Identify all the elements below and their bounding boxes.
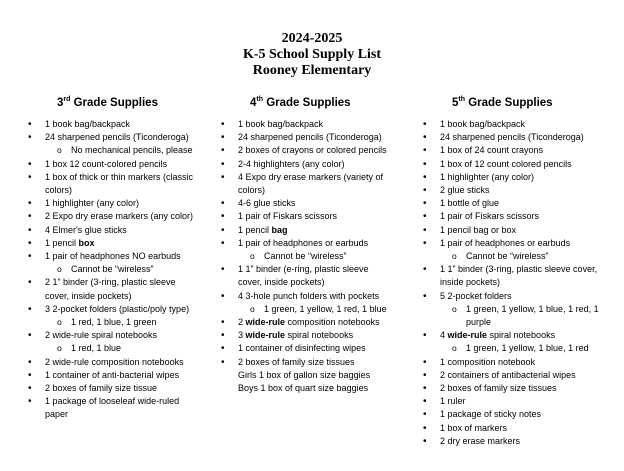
item-text: 4 3-hole punch folders with pockets <box>238 290 380 301</box>
list-item <box>25 408 205 421</box>
item-text: 1 highlighter (any color) <box>440 171 535 182</box>
list-item <box>420 435 620 448</box>
list-item <box>218 276 403 289</box>
item-text: 1 box 12 count-colored pencils <box>45 158 168 169</box>
item-text: colors) <box>238 185 266 196</box>
list-item <box>420 408 620 421</box>
grade-5-column <box>420 96 620 448</box>
item-text: 2 boxes of family size tissues <box>238 356 355 367</box>
school-year: 2024-2025 <box>281 31 343 46</box>
item-text: Girls 1 box of gallon size baggies <box>238 369 371 380</box>
list-item <box>420 369 620 382</box>
item-text: 24 sharpened pencils (Ticonderoga) <box>440 132 584 143</box>
list-item <box>218 131 403 144</box>
list-item <box>25 237 205 250</box>
item-text-tail: spiral notebooks <box>285 330 354 341</box>
item-text-tail: spiral notebooks <box>487 330 556 341</box>
item-text: 1 pencil <box>45 237 79 248</box>
list-item <box>420 316 620 329</box>
list-item <box>420 144 620 157</box>
list-item <box>25 290 205 303</box>
list-item <box>218 356 403 369</box>
item-text: 2 wide-rule spiral notebooks <box>45 330 158 341</box>
item-text: 3 2-pocket folders (plastic/poly type) <box>45 303 190 314</box>
list-item <box>218 329 403 342</box>
item-emphasis: box <box>78 237 95 248</box>
list-item <box>218 369 403 382</box>
list-item <box>420 171 620 184</box>
item-text: 1 pair of Fiskars scissors <box>238 211 338 222</box>
item-text: 2 Expo dry erase markers (any color) <box>45 211 194 222</box>
item-text: 1 red, 1 blue <box>71 343 122 354</box>
list-item <box>218 184 403 197</box>
list-item <box>218 118 403 131</box>
sub-list-item <box>218 303 403 316</box>
list-item <box>25 184 205 197</box>
list-item <box>420 158 620 171</box>
item-text: 1 box of 24 count crayons <box>440 145 544 156</box>
item-text: 2 <box>238 317 246 328</box>
list-item <box>420 356 620 369</box>
list-item <box>420 290 620 303</box>
item-text: 4 <box>440 330 448 341</box>
list-item <box>25 250 205 263</box>
list-item <box>25 131 205 144</box>
item-text: 1 box of 12 count colored pencils <box>440 158 572 169</box>
grade-4-column <box>218 96 403 395</box>
item-text: 1 package of looseleaf wide-ruled <box>45 396 180 407</box>
list-item <box>218 316 403 329</box>
list-item <box>25 395 205 408</box>
list-item <box>420 276 620 289</box>
item-text: 1 package of sticky notes <box>440 409 542 420</box>
grade-3-column <box>25 96 205 422</box>
list-item <box>218 197 403 210</box>
item-text: inside pockets) <box>440 277 501 288</box>
item-text: 1 green, 1 yellow, 1 blue, 1 red <box>466 343 589 354</box>
list-item <box>218 144 403 157</box>
list-item <box>420 197 620 210</box>
list-item <box>218 342 403 355</box>
item-text: 1 book bag/backpack <box>45 119 131 129</box>
item-text: 2 boxes of family size tissue <box>45 383 158 394</box>
list-item <box>420 184 620 197</box>
list-item <box>420 224 620 237</box>
item-text: 1 green, 1 yellow, 1 blue, 1 red, 1 <box>466 303 599 314</box>
item-text: 24 sharpened pencils (Ticonderoga) <box>45 132 189 143</box>
list-item <box>218 263 403 276</box>
item-text: 1 pair of Fiskars scissors <box>440 211 540 222</box>
item-text: 4-6 glue sticks <box>238 198 296 209</box>
item-text: 2 1” binder (3-ring, plastic sleeve <box>45 277 176 288</box>
list-item <box>25 118 205 131</box>
item-text: 1 bottle of glue <box>440 198 500 209</box>
list-item <box>420 118 620 131</box>
item-text: 1 pair of headphones or earbuds <box>440 237 571 248</box>
sub-list-item <box>420 303 620 316</box>
sub-list-item <box>25 144 205 157</box>
list-item <box>25 329 205 342</box>
item-emphasis: wide-rule <box>245 330 286 341</box>
list-item <box>420 382 620 395</box>
item-emphasis: wide-rule <box>245 317 286 328</box>
list-item <box>420 237 620 250</box>
item-text: 2 boxes of family size tissues <box>440 383 557 394</box>
sub-list-item <box>25 263 205 276</box>
item-text: 1 red, 1 blue, 1 green <box>71 317 157 328</box>
item-text: 5 2-pocket folders <box>440 290 512 301</box>
sub-list-item <box>420 342 620 355</box>
item-emphasis: wide-rule <box>447 330 488 341</box>
list-item <box>218 290 403 303</box>
item-text: 1 1” binder (3-ring, plastic sleeve cover, <box>440 264 598 275</box>
item-text: 1 pencil <box>238 224 272 235</box>
item-text: 2 boxes of crayons or colored pencils <box>238 145 387 156</box>
grade-3-heading: 3rd Grade Supplies <box>57 96 158 109</box>
item-text: 4 Elmer's glue sticks <box>45 224 127 235</box>
list-item <box>218 237 403 250</box>
item-text: No mechanical pencils, please <box>71 145 193 156</box>
item-text: 1 box of thick or thin markers (classic <box>45 171 194 182</box>
list-item <box>25 276 205 289</box>
item-text: 1 highlighter (any color) <box>45 198 140 209</box>
sub-list-item <box>218 250 403 263</box>
item-text-tail: composition notebooks <box>285 317 380 328</box>
sub-list-item <box>420 250 620 263</box>
sub-list-item <box>25 316 205 329</box>
item-text: Cannot be “wireless” <box>71 264 154 275</box>
list-item <box>218 210 403 223</box>
item-text: 1 book bag/backpack <box>440 119 526 129</box>
item-text: cover, inside pockets) <box>238 277 325 288</box>
sub-list-item <box>25 342 205 355</box>
list-item <box>25 369 205 382</box>
item-text: 1 pair of headphones or earbuds <box>238 237 369 248</box>
item-text: 1 pair of headphones NO earbuds <box>45 251 181 262</box>
grade-5-heading: 5th Grade Supplies <box>452 96 553 109</box>
list-item <box>420 263 620 276</box>
item-text: 1 ruler <box>440 396 466 407</box>
item-text: 1 book bag/backpack <box>238 119 324 129</box>
list-item <box>218 224 403 237</box>
list-item <box>218 382 403 395</box>
list-item <box>25 210 205 223</box>
grade-4-supply-list <box>218 118 403 395</box>
item-text: 4 Expo dry erase markers (variety of <box>238 171 384 182</box>
grade-3-supply-list <box>25 118 205 422</box>
grade-4-heading: 4th Grade Supplies <box>250 96 351 109</box>
item-text: 1 green, 1 yellow, 1 red, 1 blue <box>264 303 387 314</box>
item-text: Boys 1 box of quart size baggies <box>238 383 369 394</box>
item-emphasis: bag <box>271 224 288 235</box>
list-item <box>420 395 620 408</box>
list-item <box>25 197 205 210</box>
item-text: 1 container of disinfecting wipes <box>238 343 366 354</box>
item-text: purple <box>466 317 492 328</box>
item-text: paper <box>45 409 69 420</box>
item-text: 1 composition notebook <box>440 356 536 367</box>
item-text: 3 <box>238 330 246 341</box>
list-item <box>25 303 205 316</box>
item-text: cover, inside pockets) <box>45 290 132 301</box>
item-text: 1 box of markers <box>440 422 508 433</box>
item-text: 1 pencil bag or box <box>440 224 517 235</box>
item-text: 24 sharpened pencils (Ticonderoga) <box>238 132 382 143</box>
item-text: 2 dry erase markers <box>440 435 521 446</box>
school-name: Rooney Elementary <box>252 63 372 78</box>
list-item <box>420 422 620 435</box>
item-text: Cannot be “wireless” <box>264 251 347 262</box>
list-item <box>218 158 403 171</box>
item-text: colors) <box>45 185 73 196</box>
item-text: 2 containers of antibacterial wipes <box>440 369 576 380</box>
list-item <box>25 224 205 237</box>
item-text: 2 wide-rule composition notebooks <box>45 356 184 367</box>
item-text: 1 1” binder (e-ring, plastic sleeve <box>238 264 369 275</box>
list-item <box>420 210 620 223</box>
item-text: 2 glue sticks <box>440 185 490 196</box>
list-item <box>25 158 205 171</box>
list-item <box>25 356 205 369</box>
document-title: K-5 School Supply List <box>242 47 382 62</box>
list-item <box>25 171 205 184</box>
list-item <box>25 382 205 395</box>
list-item <box>420 131 620 144</box>
item-text: 2-4 highlighters (any color) <box>238 158 345 169</box>
list-item <box>420 329 620 342</box>
item-text: 1 container of anti-bacterial wipes <box>45 369 180 380</box>
list-item <box>218 171 403 184</box>
item-text: Cannot be “wireless” <box>466 251 549 262</box>
grade-5-supply-list <box>420 118 620 448</box>
